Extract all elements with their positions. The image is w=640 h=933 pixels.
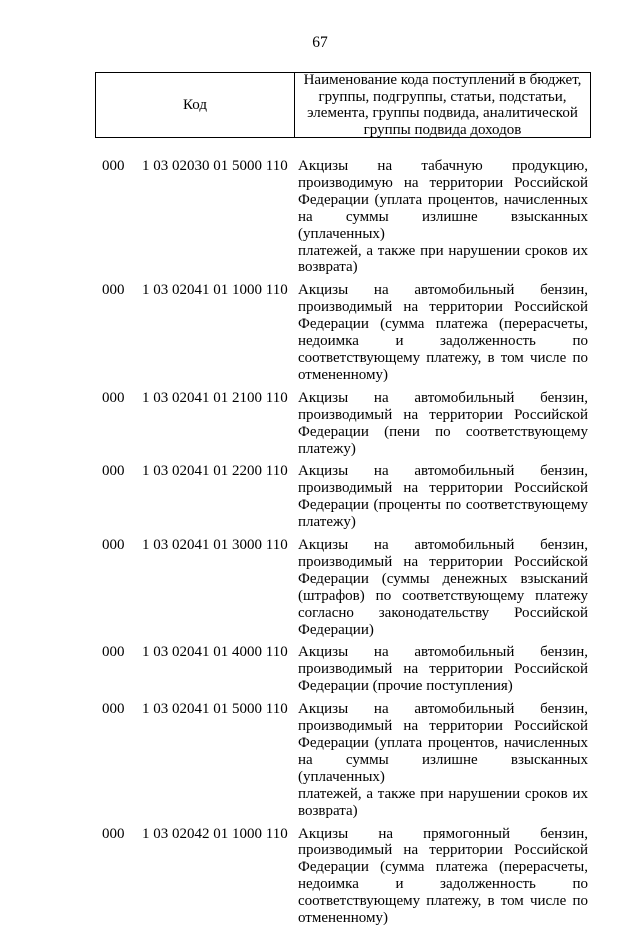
description-line: Акцизы на автомобильный бензин, xyxy=(298,701,588,718)
description-line: Федерации (пени по соответствующему xyxy=(298,423,588,440)
description-line: Акцизы на автомобильный бензин, xyxy=(298,537,588,554)
description-line: на суммы излишне взысканных (уплаченных) xyxy=(298,208,588,242)
admin-code: 000 xyxy=(102,463,125,480)
table-row xyxy=(0,463,640,531)
description-line: Федерации (суммы денежных взысканий xyxy=(298,570,588,587)
description-line: отмененному) xyxy=(298,910,388,927)
description-line: производимый на территории Российской xyxy=(298,718,588,735)
revenue-code: 1 03 02041 01 2100 110 xyxy=(142,389,288,406)
description-line: Акцизы на прямогонный бензин, xyxy=(298,825,588,842)
description-line: платежу) xyxy=(298,514,356,531)
table-row xyxy=(0,390,640,458)
description-line: согласно законодательству Российской xyxy=(298,604,588,621)
description-line: Акцизы на табачную продукцию, xyxy=(298,158,588,174)
table-row xyxy=(0,826,640,927)
table-row xyxy=(0,537,640,638)
description-line: возврата) xyxy=(298,259,358,276)
table-row xyxy=(0,644,640,695)
revenue-description xyxy=(298,463,588,531)
description-line: Федерации) xyxy=(298,621,374,638)
admin-code: 000 xyxy=(102,158,125,174)
description-line: возврата) xyxy=(298,802,358,819)
description-line: производимый на территории Российской xyxy=(298,661,588,678)
admin-code: 000 xyxy=(102,701,125,718)
description-line: недоимка и задолженность по xyxy=(298,876,588,893)
description-line: Акцизы на автомобильный бензин, xyxy=(298,644,588,661)
admin-code: 000 xyxy=(102,282,125,299)
revenue-description xyxy=(298,701,588,819)
revenue-description xyxy=(298,644,588,695)
revenue-code: 1 03 02041 01 2200 110 xyxy=(142,463,288,480)
table-header xyxy=(95,72,591,138)
description-line: платежу) xyxy=(298,440,356,457)
description-line: производимый на территории Российской xyxy=(298,553,588,570)
revenue-code: 1 03 02041 01 5000 110 xyxy=(142,701,288,718)
revenue-code: 1 03 02041 01 4000 110 xyxy=(142,644,288,661)
table-row xyxy=(0,282,640,383)
revenue-code: 1 03 02042 01 1000 110 xyxy=(142,825,288,842)
description-line: Федерации (сумма платежа (перерасчеты, xyxy=(298,859,588,876)
revenue-description xyxy=(298,537,588,638)
description-line: Федерации (прочие поступления) xyxy=(298,678,513,695)
description-line: соответствующему платежу, в том числе по xyxy=(298,349,588,366)
description-line: платежей, а также при нарушении сроков их xyxy=(298,242,588,259)
revenue-code: 1 03 02030 01 5000 110 xyxy=(142,158,288,174)
description-line: Акцизы на автомобильный бензин, xyxy=(298,389,588,406)
revenue-description xyxy=(298,158,588,276)
revenue-code: 1 03 02041 01 1000 110 xyxy=(142,282,288,299)
page-number: 67 xyxy=(312,34,328,51)
description-line: производимую на территории Российской xyxy=(298,174,588,191)
revenue-code: 1 03 02041 01 3000 110 xyxy=(142,537,288,554)
description-line: Федерации (уплата процентов, начисленных xyxy=(298,191,588,208)
description-line: производимый на территории Российской xyxy=(298,842,588,859)
description-line: производимый на территории Российской xyxy=(298,406,588,423)
description-line: соответствующему платежу, в том числе по xyxy=(298,893,588,910)
description-line: на суммы излишне взысканных (уплаченных) xyxy=(298,751,588,785)
description-line: производимый на территории Российской xyxy=(298,299,588,316)
table-row xyxy=(0,158,640,276)
revenue-description xyxy=(298,282,588,383)
description-line: Федерации (уплата процентов, начисленных xyxy=(298,735,588,751)
column-header-name: Наименование кода поступлений в бюджет, группы, подгруппы, статьи, подстатьи, элемента, группы подвида, аналитической группы подвида доходов xyxy=(303,72,582,138)
admin-code: 000 xyxy=(102,825,125,842)
revenue-description xyxy=(298,390,588,458)
admin-code: 000 xyxy=(102,537,125,554)
description-line: отмененному) xyxy=(298,366,388,383)
description-line: Акцизы на автомобильный бензин, xyxy=(298,463,588,480)
column-header-code: Код xyxy=(96,73,295,137)
description-line: Федерации (проценты по соответствующему xyxy=(298,497,588,514)
admin-code: 000 xyxy=(102,389,125,406)
table-row xyxy=(0,701,640,819)
table-body xyxy=(0,158,640,933)
description-line: недоимка и задолженность по xyxy=(298,333,588,350)
description-line: производимый на территории Российской xyxy=(298,480,588,497)
description-line: Акцизы на автомобильный бензин, xyxy=(298,282,588,299)
admin-code: 000 xyxy=(102,644,125,661)
description-line: платежей, а также при нарушении сроков их xyxy=(298,785,588,802)
revenue-description xyxy=(298,826,588,927)
description-line: (штрафов) по соответствующему платежу xyxy=(298,587,588,604)
description-line: Федерации (сумма платежа (перерасчеты, xyxy=(298,316,588,333)
